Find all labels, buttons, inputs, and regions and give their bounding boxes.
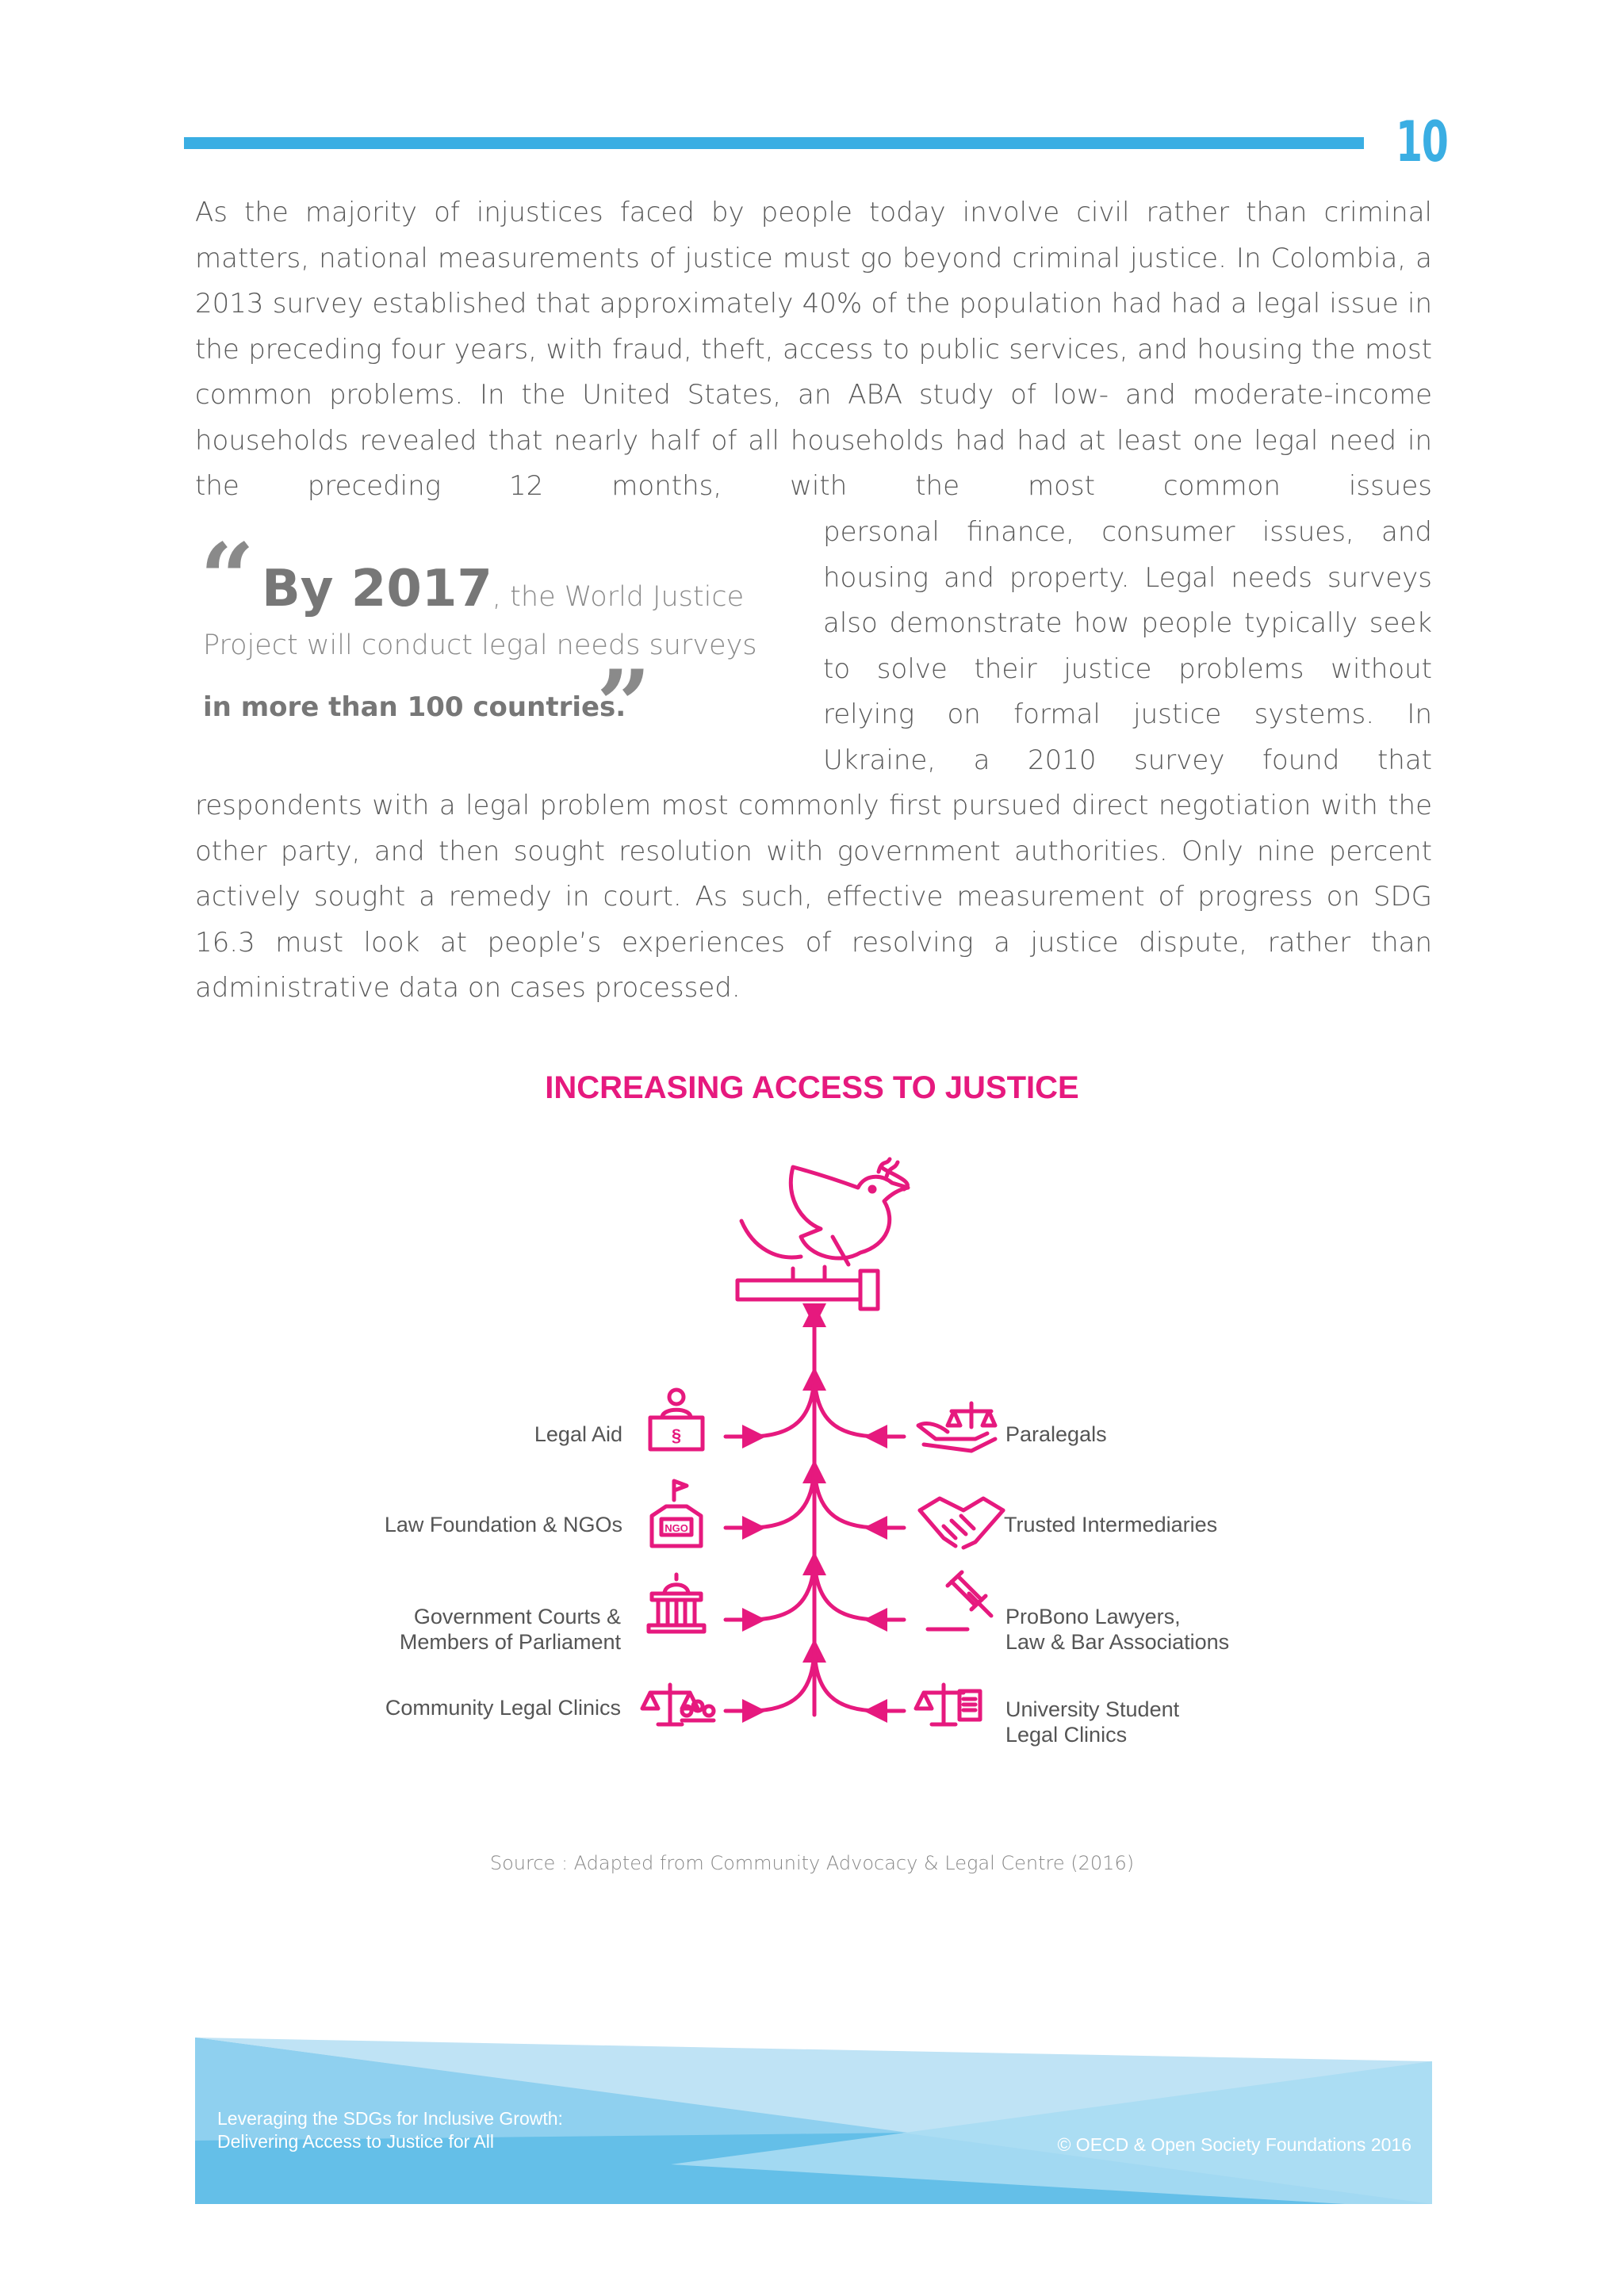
figure-title: INCREASING ACCESS TO JUSTICE bbox=[545, 1070, 1079, 1105]
label-legal-clinics: Legal Clinics bbox=[1005, 1723, 1128, 1747]
label-members-of-parliament: Members of Parliament bbox=[399, 1630, 621, 1654]
label-government-courts: Government Courts & bbox=[413, 1605, 621, 1628]
pull-quote-line-2: Project will conduct legal needs surveys bbox=[203, 629, 757, 661]
legal-aid-symbol: § bbox=[671, 1425, 682, 1445]
tree-connector bbox=[749, 1308, 879, 1715]
open-quote-icon: “ bbox=[200, 522, 255, 634]
label-law-bar-associations: Law & Bar Associations bbox=[1005, 1630, 1230, 1654]
right-arrows bbox=[868, 1437, 904, 1711]
ngo-badge: NGO bbox=[665, 1522, 688, 1534]
label-law-foundation-ngos: Law Foundation & NGOs bbox=[384, 1513, 622, 1536]
dove-icon bbox=[741, 1159, 908, 1265]
footer-publication-title bbox=[217, 2107, 563, 2153]
handshake-icon bbox=[920, 1498, 1003, 1548]
label-university-student: University Student bbox=[1005, 1697, 1180, 1721]
label-paralegals: Paralegals bbox=[1005, 1422, 1107, 1446]
scales-book-icon bbox=[916, 1685, 980, 1724]
footer-copyright: © OECD & Open Society Foundations 2016 bbox=[1057, 2134, 1411, 2155]
label-community-legal-clinics: Community Legal Clinics bbox=[385, 1696, 621, 1720]
body-paragraph-2: personal finance, consumer issues, and housing and property. Legal needs surveys also demonstrate how people typically seek to solve their justice problems without relying on formal justice systems. In Ukraine, a 2010 survey found that bbox=[823, 516, 1432, 776]
figure-source: Source : Adapted from Community Advocacy & Legal Centre (2016) bbox=[489, 1852, 1135, 1874]
footer-title-line-2: Delivering Access to Justice for All bbox=[217, 2131, 494, 2152]
body-paragraph-1: As the majority of injustices faced by people today involve civil rather than criminal matters, national measurements of justice must go beyond criminal justice. In Colombia, a 2013 survey established that approximately 40% of the population had had a legal issue in the preceding four years, with fraud, theft, access to public services, and housing the most common problems. In the United States, an ABA study of low- and moderate-income households revealed that nearly half of all households had had at least one legal need in the preceding 12 months, with the most common issues bbox=[195, 197, 1432, 502]
pull-quote-text: , the World Justice bbox=[492, 581, 745, 613]
body-paragraph-3: respondents with a legal problem most commonly first pursued direct negotiation with the other party, and then sought resolution with government authorities. Only nine percent actively sought a remedy in court. As such, effective measurement of progress on SDG 16.3 must look at people’s experiences of resolving a justice dispute, rather than administrative data on cases processed. bbox=[195, 790, 1432, 1004]
footer-title-line-1: Leveraging the SDGs for Inclusive Growth: bbox=[217, 2108, 563, 2129]
label-trusted-intermediaries: Trusted Intermediaries bbox=[1004, 1513, 1218, 1536]
gavel-icon bbox=[928, 1572, 991, 1629]
left-arrows bbox=[726, 1437, 761, 1711]
pull-quote-emphasis: By 2017 bbox=[262, 560, 492, 618]
label-legal-aid: Legal Aid bbox=[534, 1422, 622, 1446]
courthouse-icon bbox=[649, 1575, 704, 1632]
gavel-perch-icon bbox=[737, 1267, 878, 1309]
label-probono-lawyers: ProBono Lawyers, bbox=[1005, 1605, 1181, 1628]
page-number: 10 bbox=[1396, 109, 1448, 174]
scales-hand-icon bbox=[918, 1403, 995, 1451]
pull-quote-line-3: in more than 100 countries. bbox=[203, 691, 626, 723]
community-scales-icon bbox=[642, 1685, 714, 1724]
ngo-building-icon bbox=[652, 1481, 701, 1546]
close-quote-icon: ” bbox=[596, 649, 652, 761]
